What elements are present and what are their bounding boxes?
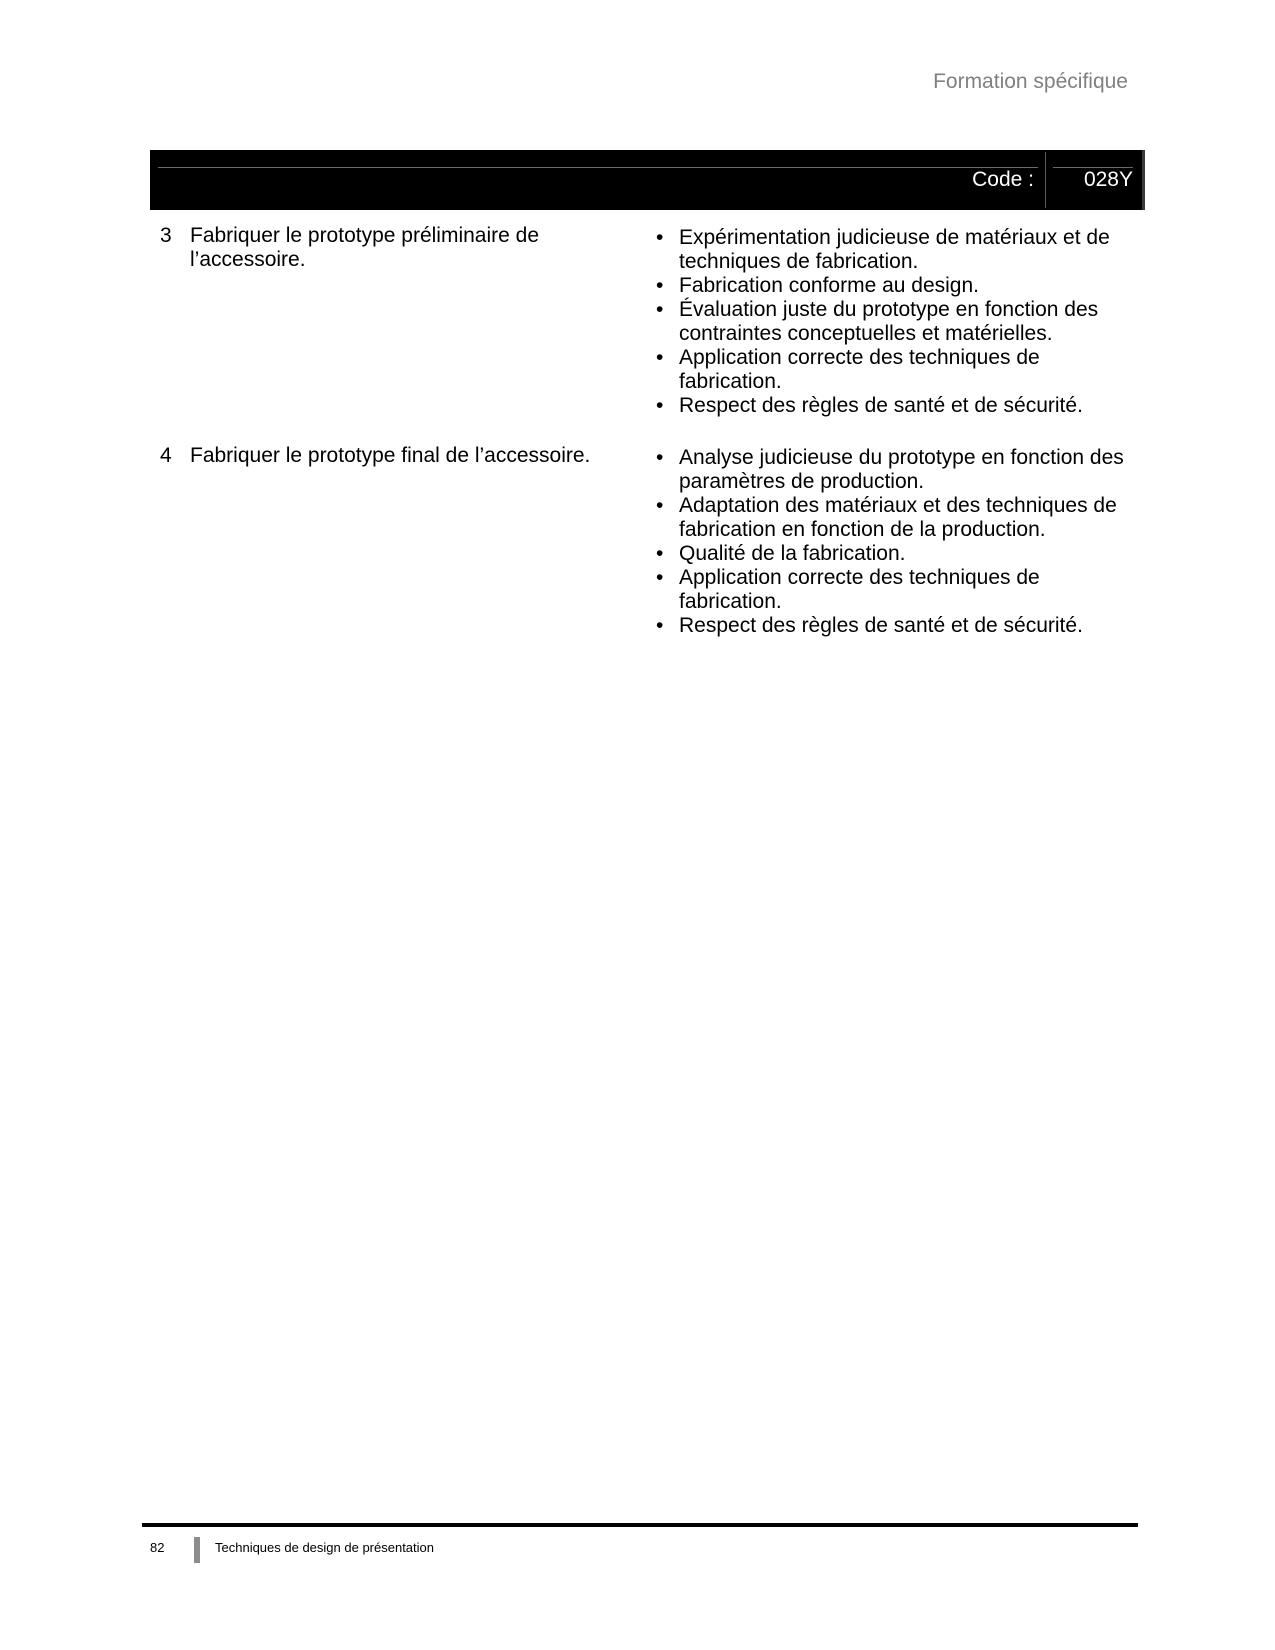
criterion-item: • Évaluation juste du prototype en fonction des contraintes conceptuelles et matérielles. [650,298,1140,346]
element-text: Fabriquer le prototype final de l’accessoire. [190,444,591,467]
footer-separator [194,1537,200,1563]
code-bar-rule [158,167,1038,168]
code-value: 028Y [1083,168,1133,191]
criterion-item: • Respect des règles de santé et de sécurité. [650,614,1140,638]
code-bar [150,150,1145,210]
element-text: Fabriquer le prototype préliminaire de l’accessoire. [190,224,540,271]
running-header: Formation spécifique [933,70,1128,93]
element-number: 3 [160,224,172,247]
criterion-item: • Respect des règles de santé et de sécurité. [650,394,1140,418]
element-3 [160,224,620,272]
criterion-item: • Application correcte des techniques de fabrication. [650,346,1140,394]
criterion-item: • Qualité de la fabrication. [650,542,1140,566]
code-bar-separator [1045,152,1046,208]
criteria-list-3 [650,226,1140,418]
code-bar-edge [1142,150,1145,210]
code-label: Code : [972,168,1034,191]
footer-rule [142,1523,1138,1527]
page-number: 82 [150,1540,165,1555]
footer-title: Techniques de design de présentation [215,1540,434,1555]
element-number: 4 [160,444,172,467]
criterion-item: • Application correcte des techniques de fabrication. [650,566,1140,614]
criterion-item: • Adaptation des matériaux et des techniques de fabrication en fonction de la production. [650,494,1140,542]
criterion-item: • Analyse judicieuse du prototype en fonction des paramètres de production. [650,446,1140,494]
criterion-item: • Expérimentation judicieuse de matériaux et de techniques de fabrication. [650,226,1140,274]
criteria-list-4 [650,446,1140,638]
criterion-item: • Fabrication conforme au design. [650,274,1140,298]
element-4 [160,444,620,468]
